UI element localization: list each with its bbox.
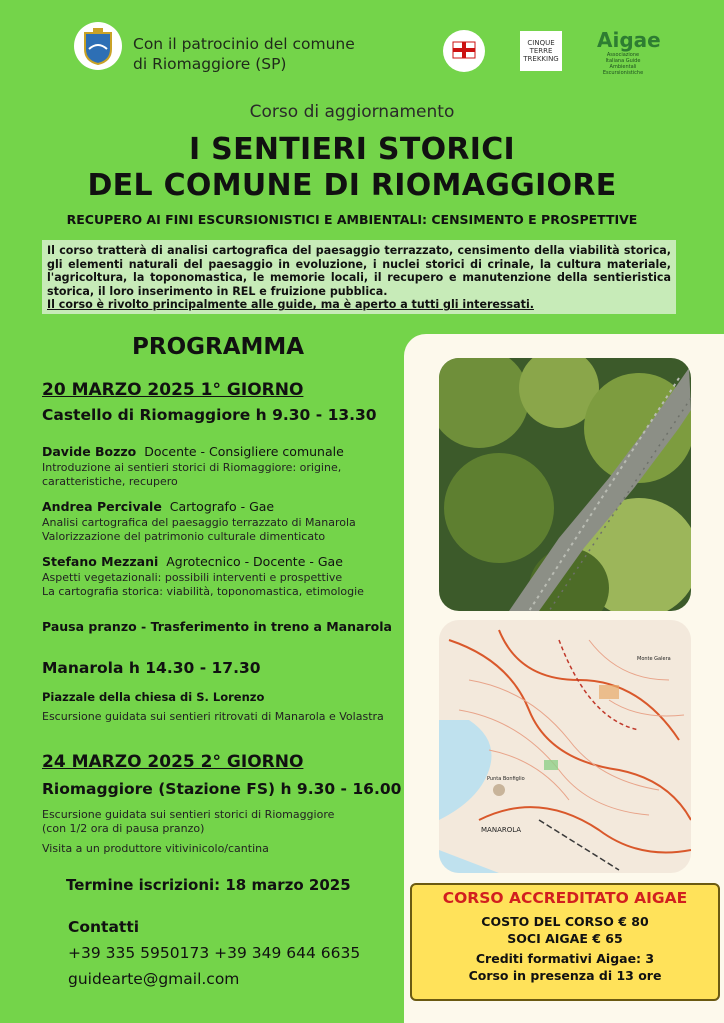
trail-stairs-photo xyxy=(439,358,691,611)
comune-crest-logo xyxy=(74,22,122,70)
program-heading: PROGRAMMA xyxy=(132,334,305,360)
liguria-logo xyxy=(443,30,485,72)
speaker-2-desc1: Analisi cartografica del paesaggio terrazzato di Manarola xyxy=(42,516,356,529)
contact-email[interactable]: guidearte@gmail.com xyxy=(68,970,240,988)
day1-place: Castello di Riomaggiore h 9.30 - 13.30 xyxy=(42,406,377,424)
afternoon-spot: Piazzale della chiesa di S. Lorenzo xyxy=(42,690,265,704)
speaker-2-desc xyxy=(42,516,356,544)
map-town-label: MANAROLA xyxy=(481,826,522,834)
trail-map xyxy=(439,620,691,873)
accreditation-box xyxy=(410,883,720,1001)
speaker-3-role: Agrotecnico - Docente - Gae xyxy=(166,554,343,569)
course-title xyxy=(0,132,704,204)
contact-phones[interactable]: +39 335 5950173 +39 349 644 6635 xyxy=(68,944,361,962)
day2-desc xyxy=(42,808,334,836)
day1-heading: 20 MARZO 2025 1° GIORNO xyxy=(42,380,304,400)
crest-icon xyxy=(81,27,115,65)
contacts-heading: Contatti xyxy=(68,918,140,936)
title-line1: I SENTIERI STORICI xyxy=(188,132,516,167)
speaker-2 xyxy=(42,499,274,514)
speaker-3-desc2: La cartografia storica: viabilità, toponomastica, etimologie xyxy=(42,585,364,598)
day2-desc1: Escursione guidata sui sentieri storici di Riomaggiore xyxy=(42,808,335,821)
speaker-1-desc xyxy=(42,461,341,489)
intro-text: Il corso tratterà di analisi cartografica del paesaggio terrazzato, censimento della viabilità storica, gli elementi naturali del paesaggio in evoluzione, i nuclei storici di crinale, la cultura materiale, l'agricoltura, la toponomastica, le memorie locali, il recupero e manutenzione della sentieristica storica, il loro inserimento in REL e fruizione pubblica. xyxy=(47,244,671,298)
intro-note: Il corso è rivolto principalmente alle guide, ma è aperto a tutti gli interessati. xyxy=(47,298,534,312)
aigae-logo xyxy=(597,28,661,76)
patronage-line2: di Riomaggiore (SP) xyxy=(133,55,287,73)
day2-desc3: Visita a un produttore vitivinicolo/cantina xyxy=(42,842,269,855)
training-credits: Crediti formativi Aigae: 3 xyxy=(475,951,655,966)
speaker-3-desc1: Aspetti vegetazionali: possibili interventi e prospettive xyxy=(42,571,343,584)
afternoon-desc: Escursione guidata sui sentieri ritrovati di Manarola e Volastra xyxy=(42,710,384,723)
afternoon-place: Manarola h 14.30 - 17.30 xyxy=(42,659,261,677)
accreditation-heading: CORSO ACCREDITATO AIGAE xyxy=(442,889,688,907)
patronage-text xyxy=(133,34,355,74)
map-peak-label: Monte Galera xyxy=(637,656,671,662)
patronage-line1: Con il patrocinio del comune xyxy=(133,35,355,53)
speaker-2-desc2: Valorizzazione del patrimonio culturale dimenticato xyxy=(42,530,326,543)
registration-deadline: Termine iscrizioni: 18 marzo 2025 xyxy=(66,876,351,894)
speaker-1-desc1: Introduzione ai sentieri storici di Riomaggiore: origine, xyxy=(42,461,342,474)
speaker-2-role: Cartografo - Gae xyxy=(169,499,275,514)
aigae-logo-text: Aigae xyxy=(597,28,661,52)
topographic-map-illustration xyxy=(439,620,691,873)
day2-place: Riomaggiore (Stazione FS) h 9.30 - 16.00 xyxy=(42,780,402,798)
day2-desc2: (con 1/2 ora di pausa pranzo) xyxy=(42,822,205,835)
course-cost: COSTO DEL CORSO € 80 xyxy=(481,914,649,929)
intro-box xyxy=(42,240,676,314)
course-tagline: RECUPERO AI FINI ESCURSIONISTICI E AMBIENTALI: CENSIMENTO E PROSPETTIVE xyxy=(66,212,638,227)
cross-flag-icon xyxy=(449,36,479,66)
day2-heading: 24 MARZO 2025 2° GIORNO xyxy=(42,752,304,772)
speaker-3-name: Stefano Mezzani xyxy=(42,554,159,569)
speaker-3-desc xyxy=(42,571,364,599)
speaker-3 xyxy=(42,554,343,569)
aigae-logo-subtext: Associazione Italiana Guide Ambientali Escursionistiche xyxy=(602,52,644,76)
title-line2: DEL COMUNE DI RIOMAGGIORE xyxy=(87,168,617,203)
lunch-note: Pausa pranzo - Trasferimento in treno a Manarola xyxy=(42,619,392,634)
speaker-2-name: Andrea Percivale xyxy=(42,499,162,514)
course-subtitle: Corso di aggiornamento xyxy=(249,102,455,122)
speaker-1-role: Docente - Consigliere comunale xyxy=(144,444,344,459)
member-cost: SOCI AIGAE € 65 xyxy=(507,931,623,946)
speaker-1 xyxy=(42,444,344,459)
trail-photo-illustration xyxy=(439,358,691,611)
map-point-label: Punta Bonfiglio xyxy=(487,776,525,782)
course-hours: Corso in presenza di 13 ore xyxy=(468,968,662,983)
cinque-terre-trekking-logo xyxy=(520,31,562,71)
speaker-1-desc2: caratteristiche, recupero xyxy=(42,475,178,488)
speaker-1-name: Davide Bozzo xyxy=(42,444,137,459)
logo2-text: CINQUE TERRE TREKKING xyxy=(523,39,559,63)
